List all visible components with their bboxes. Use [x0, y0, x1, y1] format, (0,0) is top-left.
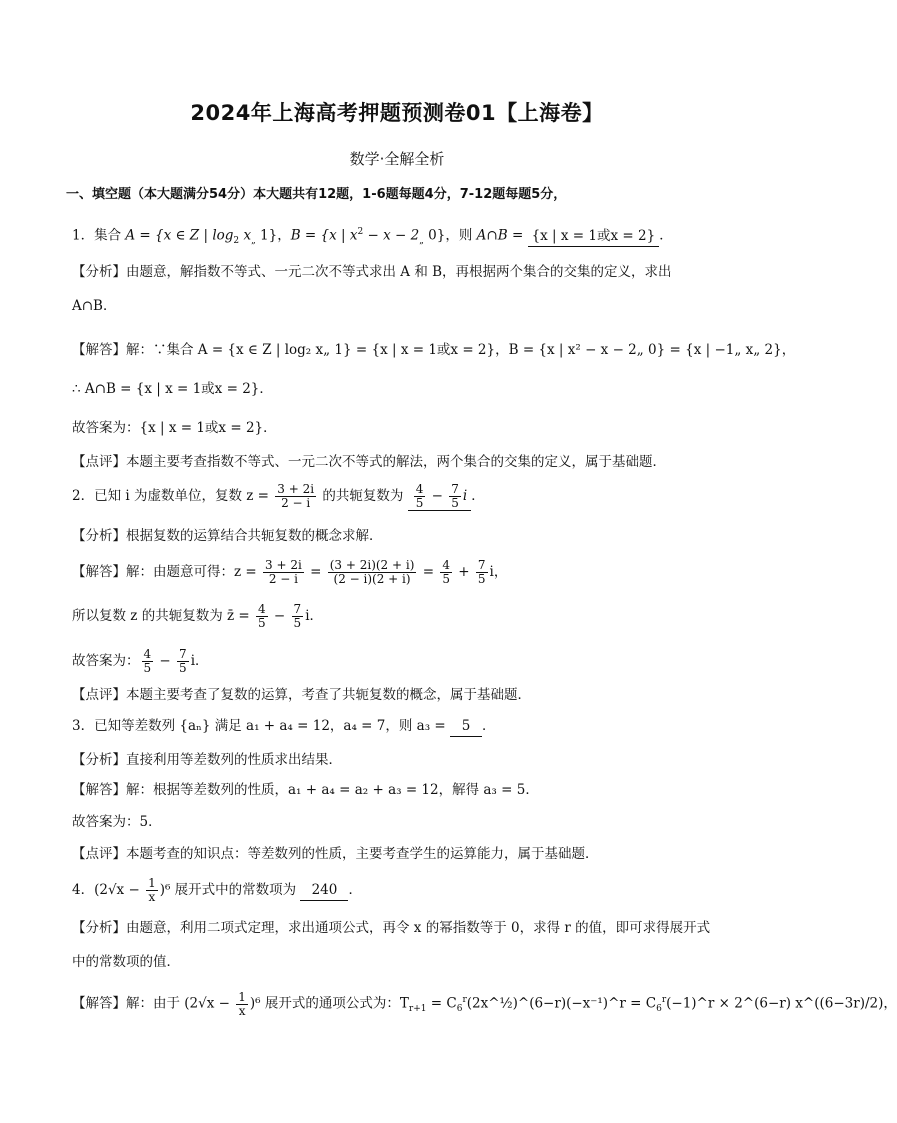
q2-stem [72, 483, 485, 511]
q1-analysis-cont: A∩B． [72, 298, 117, 314]
q2-analysis [72, 526, 383, 546]
q2-sol-eq1: = [305, 564, 326, 580]
q2-ans-num1: 4 [415, 482, 424, 496]
q2-final-f1-num: 4 [143, 647, 152, 661]
q3-solution-text: 解：根据等差数列的性质，a₁ + a₄ = a₂ + a₃ = 12，解得 a₃ = 5． [126, 782, 539, 798]
q2-stem-mid: 的共轭复数为 [318, 488, 408, 504]
q1-set-b: B = {x | x [290, 227, 358, 244]
q2-ans-i: i [462, 488, 468, 504]
solution-tag: 【解答】 [72, 782, 126, 798]
q4-sol-mid: )⁶ 展开式的通项公式为：T [249, 995, 409, 1012]
q4-sol-num: 1 [238, 989, 246, 1004]
q4-sol-expr2: (−1)^r × 2^(6−r) x^((6−3r)/2) [666, 995, 884, 1012]
q2-final-lead: 故答案为： [72, 653, 140, 669]
q1-analysis [72, 262, 672, 282]
q2-stem-lead: 2．已知 i 为虚数单位，复数 z = [72, 488, 274, 504]
q2-final-f1-den: 5 [143, 661, 152, 675]
q1-tail: ． [659, 227, 673, 244]
q1-solution [72, 340, 795, 360]
q2-final [72, 648, 209, 675]
comment-tag: 【点评】 [72, 687, 126, 703]
q2-sol-f4-den: 5 [477, 572, 486, 586]
q2-sol-eq2: = [418, 564, 439, 580]
q3-final: 故答案为：5． [72, 814, 162, 830]
section-heading: 一、填空题（本大题满分54分）本大题共有12题，1-6题每题4分，7-12题每题5分， [66, 187, 567, 202]
q4-analysis-cont: 中的常数项的值． [72, 954, 180, 970]
analysis-tag: 【分析】 [72, 752, 126, 768]
q1-set-a: A = {x ∈ Z | log [125, 227, 234, 244]
q2-conj-lead: 所以复数 z 的共轭复数为 z̄ = [72, 608, 254, 624]
q3-analysis-text: 直接利用等差数列的性质求出结果． [126, 752, 342, 768]
q4-sol-eq: = C [426, 995, 457, 1012]
q2-ans-den2: 5 [451, 496, 459, 510]
q1-then: ，则 [445, 227, 477, 244]
q4-stem-mid: )⁶ 展开式中的常数项为 [159, 882, 301, 898]
q3-comment [72, 844, 599, 864]
q2-answer-blank [408, 483, 472, 511]
q2-solution [72, 559, 507, 586]
q2-final-tail: i． [190, 653, 209, 669]
q1-answer-blank: {x | x = 1或x = 2} [528, 226, 660, 247]
q1-comma: ， [277, 227, 291, 244]
q2-ans-den1: 5 [415, 496, 424, 510]
q2-frac-num: 3 + 2i [277, 482, 315, 496]
q1-set-b2: − x − 2 [363, 227, 420, 244]
q2-conj-minus: − [269, 608, 290, 624]
q4-sol-lead: 解：由于 (2√x − [126, 995, 235, 1012]
q4-analysis [72, 918, 710, 938]
q1-comment-text: 本题主要考查指数不等式、一元二次不等式的解法，两个集合的交集的定义，属于基础题． [126, 454, 666, 470]
q4-sol-tail: ， [883, 995, 897, 1012]
q2-sol-f1-num: 3 + 2i [265, 558, 302, 572]
q2-final-f2-num: 7 [179, 647, 187, 661]
q4-stem-lead: 4．(2√x − [72, 882, 145, 898]
q2-conj-f2-num: 7 [293, 602, 302, 616]
q2-solution-lead: 解：由题意可得：z = [126, 564, 262, 580]
q4-sol-den: x [238, 1003, 246, 1018]
q3-stem [72, 716, 496, 737]
q2-sol-f2-den: (2 − i)(2 + i) [333, 572, 411, 586]
q2-conj-f1-den: 5 [258, 616, 266, 630]
q1-solution-cont: ∴ A∩B = {x | x = 1或x = 2}． [72, 381, 273, 397]
q1-set-a3: 1} [255, 227, 278, 244]
q1-set-b3: 0} [423, 227, 446, 244]
q2-final-f2-den: 5 [179, 661, 187, 675]
q2-analysis-text: 根据复数的运算结合共轭复数的概念求解． [126, 528, 383, 544]
q2-tail: ． [471, 488, 485, 504]
q2-conj-f1-num: 4 [258, 602, 266, 616]
q1-comment [72, 452, 666, 472]
q1-question: A∩B = [476, 227, 528, 244]
q1-set-a2: x [239, 227, 252, 244]
q4-answer-blank: 240 [300, 880, 348, 901]
q2-sol-f2-num: (3 + 2i)(2 + i) [329, 558, 415, 572]
q2-conj-tail: i． [305, 608, 324, 624]
q1-analysis-text: 由题意，解指数不等式、一元二次不等式求出 A 和 B，再根据两个集合的交集的定义，求出 [126, 264, 672, 280]
q2-ans-minus: − [427, 488, 448, 504]
q2-sol-tail: i， [489, 564, 508, 580]
q4-sol-expr1: (2x^½)^(6−r)(−x⁻¹)^r = C [466, 995, 657, 1012]
q2-sol-f3-num: 4 [442, 558, 450, 572]
q2-conjugate [72, 603, 323, 630]
q1-stem-lead: 1．集合 [72, 227, 126, 244]
q2-comment-text: 本题主要考查了复数的运算，考查了共轭复数的概念，属于基础题． [126, 687, 531, 703]
q4-analysis-text: 由题意，利用二项式定理，求出通项公式，再令 x 的幂指数等于 0，求得 r 的值，即可求得展开式 [126, 920, 711, 936]
q4-frac-den: x [148, 890, 156, 904]
q2-sol-plus: + [453, 564, 474, 580]
q4-frac-num: 1 [148, 876, 156, 890]
q2-final-minus: − [155, 653, 176, 669]
q3-answer-blank: 5 [450, 716, 482, 737]
comment-tag: 【点评】 [72, 454, 126, 470]
q1-final: 故答案为：{x | x = 1或x = 2}． [72, 420, 277, 436]
q2-ans-num2: 7 [451, 482, 459, 496]
q2-comment [72, 685, 531, 705]
q2-fraction [275, 483, 316, 510]
page-title: 2024年上海高考押题预测卷01【上海卷】 [190, 101, 604, 125]
q4-sol-sub: r+1 [408, 1004, 427, 1015]
q3-analysis [72, 750, 342, 770]
solution-tag: 【解答】 [72, 995, 126, 1012]
q2-conj-f2-den: 5 [293, 616, 302, 630]
q3-solution [72, 780, 539, 800]
page-subtitle: 数学·全解全析 [349, 150, 445, 168]
q2-sol-f1-den: 2 − i [268, 572, 298, 586]
q4-stem [72, 877, 362, 904]
q1-stem: 1．集合 A = {x ∈ Z | $\log_2 x_„$ 1}，B = {x | $x^2 - x - 2_„$ 0}，则 A∩B = {x | x = 1或x = 2} ． [72, 227, 673, 247]
q3-comment-text: 本题考查的知识点：等差数列的性质，主要考查学生的运算能力，属于基础题． [126, 846, 599, 862]
q4-solution: 【解答】解：由于 (2√x − $\frac{1}{x}$ )⁶ 展开式的通项公式为：$T_{r+1}$ = $C_6^r(2x\^{}\frac{1}{2})\^{}(6-r)(-x^{-1})\^{}r$ = $C_6^r(-1)\^{}r$ × 2^(6−r) x^((6−3r)/2)， [72, 989, 897, 1018]
analysis-tag: 【分析】 [72, 528, 126, 544]
q1-solution-text: 解：∵集合 A = {x ∈ Z | log₂ x„ 1} = {x | x = 1或x = 2}，B = {x | x² − x − 2„ 0} = {x | −1„ x„ 2}， [126, 342, 796, 358]
comment-tag: 【点评】 [72, 846, 126, 862]
solution-tag: 【解答】 [72, 564, 126, 580]
q2-frac-den: 2 − i [281, 496, 311, 510]
analysis-tag: 【分析】 [72, 264, 126, 280]
q4-tail: ． [348, 882, 362, 898]
q2-sol-f4-num: 7 [477, 558, 486, 572]
solution-tag: 【解答】 [72, 342, 126, 358]
q3-tail: ． [482, 718, 496, 734]
q3-stem-lead: 3．已知等差数列 {aₙ} 满足 a₁ + a₄ = 12，a₄ = 7，则 a₃ = [72, 718, 451, 734]
analysis-tag: 【分析】 [72, 920, 126, 936]
q2-sol-f3-den: 5 [442, 572, 450, 586]
